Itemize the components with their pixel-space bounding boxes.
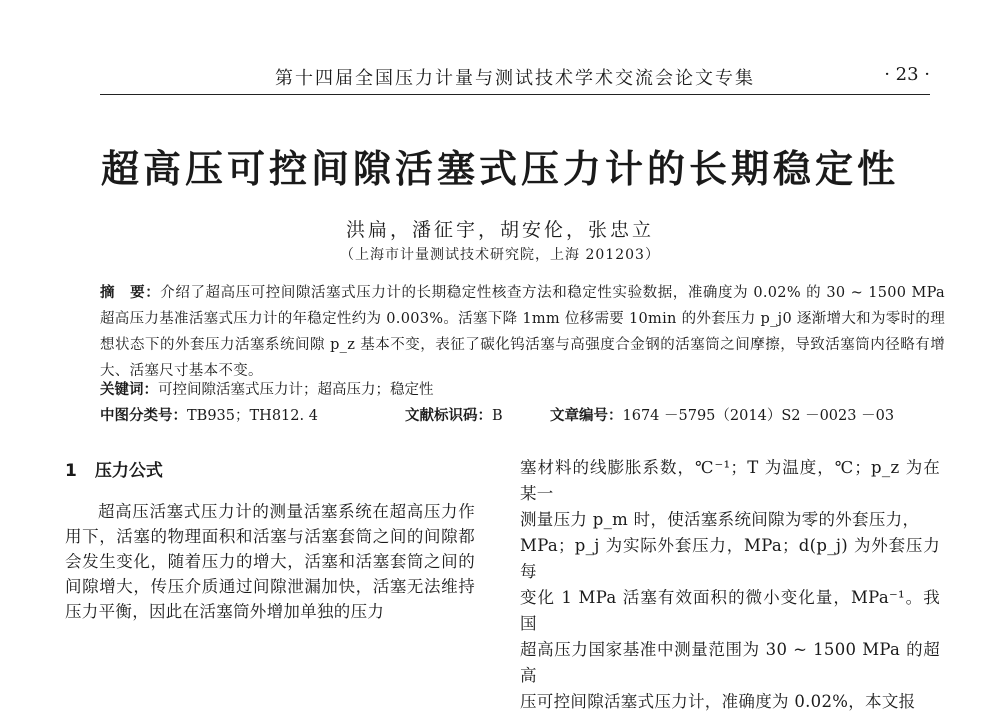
text-line: MPa；p_j 为实际外套压力，MPa；d(p_j) 为外套压力每 <box>520 536 940 581</box>
left-column <box>65 456 475 624</box>
text-line: 变化 1 MPa 活塞有效面积的微小变化量，MPa⁻¹。我国 <box>520 588 940 633</box>
article-value: 1674 －5795（2014）S2 －0023 －03 <box>622 408 895 424</box>
clc-label: 中图分类号： <box>100 408 187 424</box>
text-line: 压可控间隙活塞式压力计，准确度为 0.02%，本文报 <box>520 692 916 711</box>
doc-code <box>405 404 550 425</box>
text-line: 超高压力国家基准中测量范围为 30 ~ 1500 MPa 的超高 <box>520 640 940 685</box>
affiliation: （上海市计量测试技术研究院，上海 201203） <box>340 247 660 263</box>
text-line: 测量压力 p_m 时，使活塞系统间隙为零的外套压力， <box>520 510 920 529</box>
keywords <box>100 378 434 399</box>
running-header <box>100 60 930 95</box>
keywords-text: 可控间隙活塞式压力计；超高压力；稳定性 <box>158 382 434 398</box>
classification-line <box>100 404 945 425</box>
section-title: 压力公式 <box>94 461 163 481</box>
paper-title: 超高压可控间隙活塞式压力计的长期稳定性 <box>100 147 899 191</box>
clc-code <box>100 404 405 425</box>
section-number: 1 <box>65 461 77 481</box>
doc-label: 文献标识码： <box>405 408 492 424</box>
section-paragraph: 超高压活塞式压力计的测量活塞系统在超高压力作用下，活塞的物理面积和活塞与活塞套筒之间的间隙都会发生变化，随着压力的增大，活塞和活塞套筒之间的间隙增大，传压介质通过间隙泄漏加快，活塞无法维持压力平衡，因此在活塞筒外增加单独的压力 <box>65 502 475 621</box>
right-column <box>520 455 940 715</box>
page-number: · 23 · <box>884 64 930 85</box>
section-heading <box>65 456 475 481</box>
article-number <box>550 404 894 425</box>
text-line: 塞材料的线膨胀系数，℃⁻¹；T 为温度，℃；p_z 为在某一 <box>520 458 940 503</box>
abstract-text: 介绍了超高压可控间隙活塞式压力计的长期稳定性核查方法和稳定性实验数据，准确度为 0.02% 的 30 ~ 1500 MPa 超高压力基准活塞式压力计的年稳定性约为 0.003%。活塞下降 1mm 位移需要 10min 的外套压力 p_j0 逐渐增大和为零时的理想状态下的外套压力活塞系统间隙 p_z 基本不变，表征了碳化钨活塞与高强度合金钢的活塞筒之间摩擦，导致活塞筒内径略有增大、活塞尺寸基本不变。 <box>100 285 945 379</box>
journal-title: 第十四届全国压力计量与测试技术学术交流会论文专集 <box>275 68 755 89</box>
abstract <box>100 280 945 384</box>
keywords-label: 关键词： <box>100 382 158 398</box>
abstract-label: 摘 要： <box>100 285 161 301</box>
clc-value: TB935；TH812. 4 <box>187 408 318 424</box>
article-label: 文章编号： <box>550 408 623 424</box>
doc-value: B <box>492 408 503 424</box>
authors: 洪扁，潘征宇，胡安伦，张忠立 <box>345 219 654 241</box>
